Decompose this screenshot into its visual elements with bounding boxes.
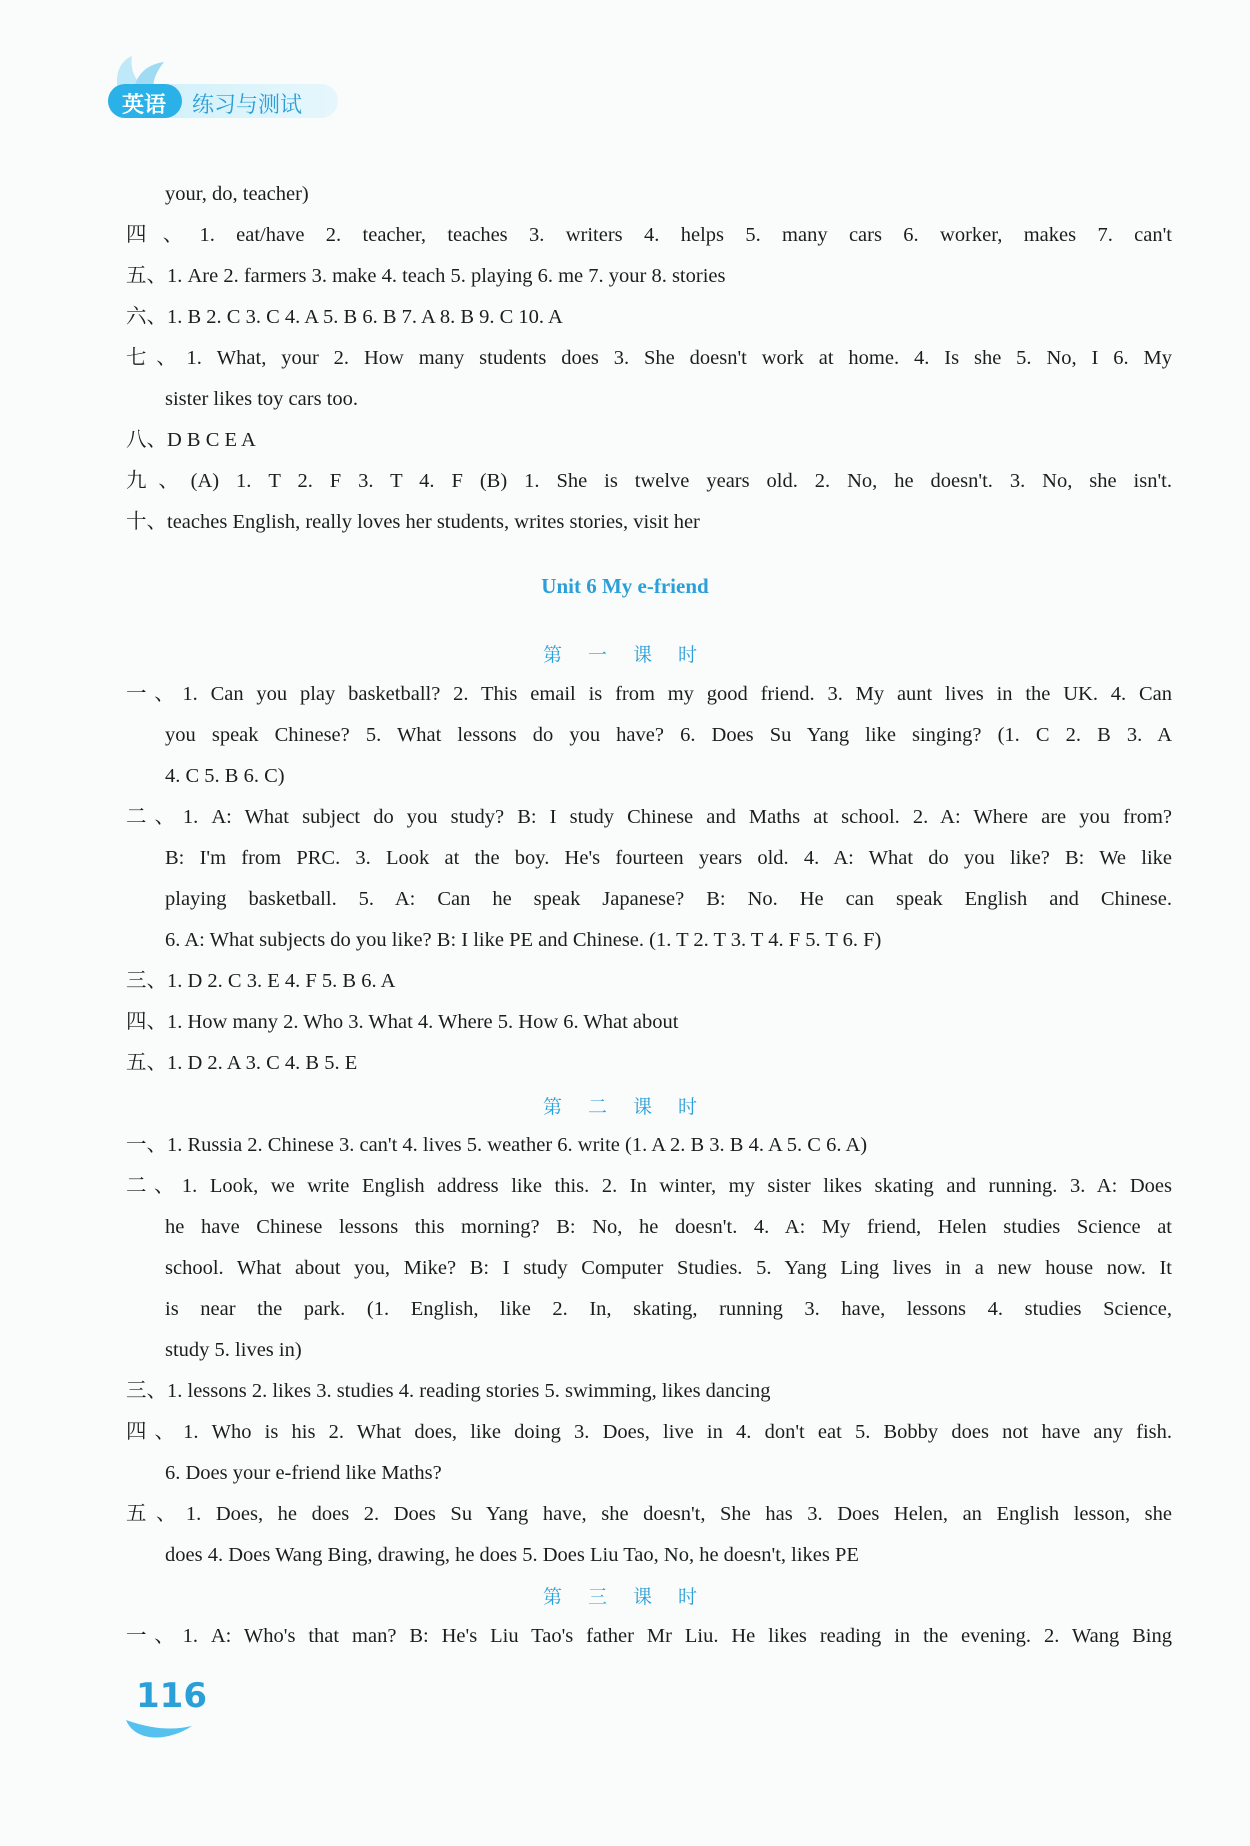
unit-title: Unit 6 My e-friend xyxy=(541,574,709,598)
answer-line: your, do, teacher) xyxy=(165,183,309,205)
lesson-heading: 第 一 课 时 xyxy=(542,644,708,666)
answer-line: 三、1. D 2. C 3. E 4. F 5. B 6. A xyxy=(126,970,396,992)
answer-line: sister likes toy cars too. xyxy=(165,388,359,410)
answer-line: B: I'm from PRC. 3. Look at the boy. He's fourteen years old. 4. A: What do you like? B: We like xyxy=(165,847,1172,869)
answer-line: 二、1. A: What subject do you study? B: I study Chinese and Maths at school. 2. A: Where are you from? xyxy=(126,806,1172,828)
answer-line: 五、1. D 2. A 3. C 4. B 5. E xyxy=(126,1052,358,1074)
answer-line: is near the park. (1. English, like 2. In, skating, running 3. have, lessons 4. studies Science, xyxy=(165,1298,1172,1320)
answer-line: 九、(A) 1. T 2. F 3. T 4. F (B) 1. She is twelve years old. 2. No, he doesn't. 3. No, she isn't. xyxy=(126,470,1172,492)
answer-line: 三、1. lessons 2. likes 3. studies 4. reading stories 5. swimming, likes dancing xyxy=(126,1380,771,1402)
answer-line: 七、1. What, your 2. How many students does 3. She doesn't work at home. 4. Is she 5. No, I 6. My xyxy=(126,347,1172,369)
lesson-heading: 第 二 课 时 xyxy=(542,1096,708,1118)
answer-line: 四、1. How many 2. Who 3. What 4. Where 5. How 6. What about xyxy=(126,1011,679,1033)
page-number: 116 xyxy=(136,1676,207,1716)
book-title: 练习与测试 xyxy=(192,93,303,118)
answer-line: study 5. lives in) xyxy=(165,1339,302,1361)
lesson-heading: 第 三 课 时 xyxy=(542,1586,708,1608)
answer-line: you speak Chinese? 5. What lessons do you have? 6. Does Su Yang like singing? (1. C 2. B 3. A xyxy=(165,724,1172,746)
answer-line: 二、1. Look, we write English address like this. 2. In winter, my sister likes skating and running. 3. A: Does xyxy=(126,1175,1172,1197)
answer-line: 一、1. A: Who's that man? B: He's Liu Tao's father Mr Liu. He likes reading in the evening. 2. Wang Bing xyxy=(126,1625,1172,1647)
answer-line: 十、teaches English, really loves her students, writes stories, visit her xyxy=(126,511,700,533)
answer-line: 四、1. Who is his 2. What does, like doing 3. Does, live in 4. don't eat 5. Bobby does not have any fish. xyxy=(126,1421,1172,1443)
answer-line: 五、1. Are 2. farmers 3. make 4. teach 5. playing 6. me 7. your 8. stories xyxy=(126,265,726,287)
answer-line: playing basketball. 5. A: Can he speak Japanese? B: No. He can speak English and Chinese. xyxy=(165,888,1172,910)
answer-line: does 4. Does Wang Bing, drawing, he does 5. Does Liu Tao, No, he doesn't, likes PE xyxy=(165,1544,859,1566)
answer-line: school. What about you, Mike? B: I study Computer Studies. 5. Yang Ling lives in a new house now. It xyxy=(165,1257,1172,1279)
book-header xyxy=(108,56,348,118)
leaf-decoration-icon xyxy=(124,1716,194,1742)
answer-line: 6. Does your e-friend like Maths? xyxy=(165,1462,442,1484)
answer-line: 六、1. B 2. C 3. C 4. A 5. B 6. B 7. A 8. B 9. C 10. A xyxy=(126,306,563,328)
answer-line: 4. C 5. B 6. C) xyxy=(165,765,285,787)
answer-line: 一、1. Russia 2. Chinese 3. can't 4. lives 5. weather 6. write (1. A 2. B 3. B 4. A 5. C 6. A) xyxy=(126,1134,868,1156)
answer-line: 五、1. Does, he does 2. Does Su Yang have, she doesn't, She has 3. Does Helen, an English lesson, she xyxy=(126,1503,1172,1525)
subject-label: 英语 xyxy=(122,93,167,118)
answer-line: 一、1. Can you play basketball? 2. This email is from my good friend. 3. My aunt lives in the UK. 4. Can xyxy=(126,683,1172,705)
answer-line: 八、D B C E A xyxy=(126,429,256,451)
answer-line: 6. A: What subjects do you like? B: I like PE and Chinese. (1. T 2. T 3. T 4. F 5. T 6. F) xyxy=(165,929,882,951)
answer-line: 四、1. eat/have 2. teacher, teaches 3. writers 4. helps 5. many cars 6. worker, makes 7. can't xyxy=(126,224,1172,246)
answer-line: he have Chinese lessons this morning? B: No, he doesn't. 4. A: My friend, Helen studies Science at xyxy=(165,1216,1172,1238)
